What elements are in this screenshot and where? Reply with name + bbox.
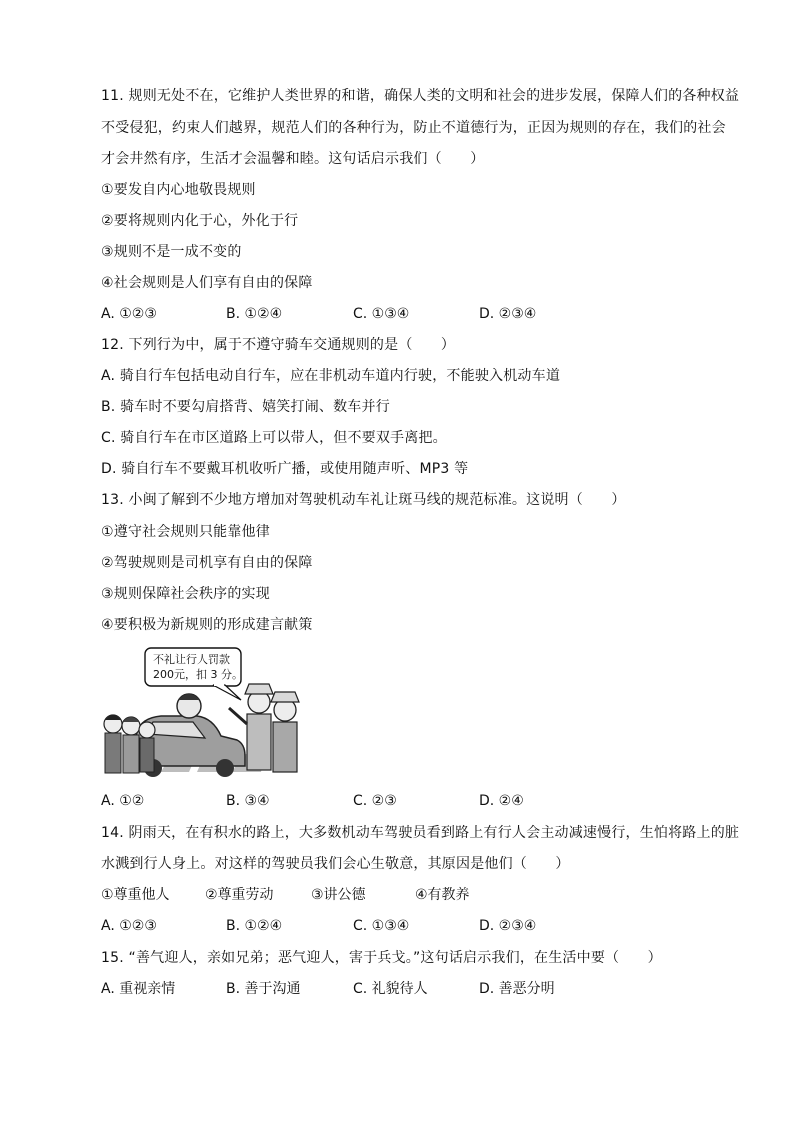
q13-option-d[interactable]: D. ②④ bbox=[479, 793, 524, 809]
q13-item-4: ④要积极为新规则的形成建言献策 bbox=[101, 617, 313, 633]
q12-option-a[interactable]: A. 骑自行车包括电动自行车，应在非机动车道内行驶，不能驶入机动车道 bbox=[101, 368, 561, 384]
q13-option-c[interactable]: C. ②③ bbox=[353, 793, 397, 809]
q14-option-c[interactable]: C. ①③④ bbox=[353, 918, 410, 934]
q12-option-b[interactable]: B. 骑车时不要勾肩搭背、嬉笑打闹、数车并行 bbox=[101, 399, 390, 415]
q11-stem-line-3: 才会井然有序，生活才会温馨和睦。这句话启示我们（ ） bbox=[101, 151, 485, 167]
q14-option-b[interactable]: B. ①②④ bbox=[226, 918, 283, 934]
q15-stem: 15. “善气迎人，亲如兄弟；恶气迎人，害于兵戈。”这句话启示我们，在生活中要（ ） bbox=[101, 950, 662, 966]
q14-item-3: ③讲公德 bbox=[311, 887, 366, 903]
q15-option-b[interactable]: B. 善于沟通 bbox=[226, 981, 301, 997]
q12-option-d[interactable]: D. 骑自行车不要戴耳机收听广播，或使用随声听、MP3 等 bbox=[101, 461, 469, 477]
q11-item-4: ④社会规则是人们享有自由的保障 bbox=[101, 275, 313, 291]
q11-item-2: ②要将规则内化于心，外化于行 bbox=[101, 213, 299, 229]
q14-option-a[interactable]: A. ①②③ bbox=[101, 918, 157, 934]
q13-stem: 13. 小闽了解到不少地方增加对驾驶机动车礼让斑马线的规范标准。这说明（ ） bbox=[101, 492, 626, 508]
q12-option-c[interactable]: C. 骑自行车在市区道路上可以带人，但不要双手离把。 bbox=[101, 430, 447, 446]
q11-item-1: ①要发自内心地敬畏规则 bbox=[101, 182, 256, 198]
q12-stem: 12. 下列行为中，属于不遵守骑车交通规则的是（ ） bbox=[101, 337, 456, 353]
q11-option-b[interactable]: B. ①②④ bbox=[226, 306, 283, 322]
q11-stem-line-2: 不受侵犯，约束人们越界，规范人们的各种行为，防止不道德行为，正因为规则的存在，我们的社会 bbox=[101, 120, 726, 136]
q14-stem-line-2: 水溅到行人身上。对这样的驾驶员我们会心生敬意，其原因是他们（ ） bbox=[101, 856, 570, 872]
pedestrians bbox=[104, 715, 155, 773]
q15-option-a[interactable]: A. 重视亲情 bbox=[101, 981, 176, 997]
q14-item-4: ④有教养 bbox=[415, 887, 470, 903]
q15-option-c[interactable]: C. 礼貌待人 bbox=[353, 981, 428, 997]
q14-stem-line-1: 14. 阴雨天，在有积水的路上，大多数机动车驾驶员看到路上有行人会主动减速慢行，生怕将路上的脏 bbox=[101, 825, 740, 841]
q13-item-2: ②驾驶规则是司机享有自由的保障 bbox=[101, 555, 313, 571]
q11-option-c[interactable]: C. ①③④ bbox=[353, 306, 410, 322]
q14-item-1: ①尊重他人 bbox=[101, 887, 170, 903]
speech-bubble-tail bbox=[213, 685, 241, 700]
q14-option-d[interactable]: D. ②③④ bbox=[479, 918, 537, 934]
q13-option-b[interactable]: B. ③④ bbox=[226, 793, 270, 809]
bubble-text-line-2: 200元，扣 3 分。 bbox=[153, 668, 243, 681]
q15-option-d[interactable]: D. 善恶分明 bbox=[479, 981, 555, 997]
q13-item-1: ①遵守社会规则只能靠他律 bbox=[101, 524, 270, 540]
traffic-police-cartoon bbox=[101, 644, 306, 784]
cartoon-drawing bbox=[101, 644, 306, 784]
q11-option-d[interactable]: D. ②③④ bbox=[479, 306, 537, 322]
q11-option-a[interactable]: A. ①②③ bbox=[101, 306, 157, 322]
q13-item-3: ③规则保障社会秩序的实现 bbox=[101, 586, 270, 602]
q13-option-a[interactable]: A. ①② bbox=[101, 793, 145, 809]
q11-stem-line-1: 11. 规则无处不在，它维护人类世界的和谐，确保人类的文明和社会的进步发展，保障人们的各种权益 bbox=[101, 88, 740, 104]
q14-item-2: ②尊重劳动 bbox=[205, 887, 274, 903]
bubble-text-line-1: 不礼让行人罚款 bbox=[153, 653, 230, 666]
q11-item-3: ③规则不是一成不变的 bbox=[101, 244, 242, 260]
